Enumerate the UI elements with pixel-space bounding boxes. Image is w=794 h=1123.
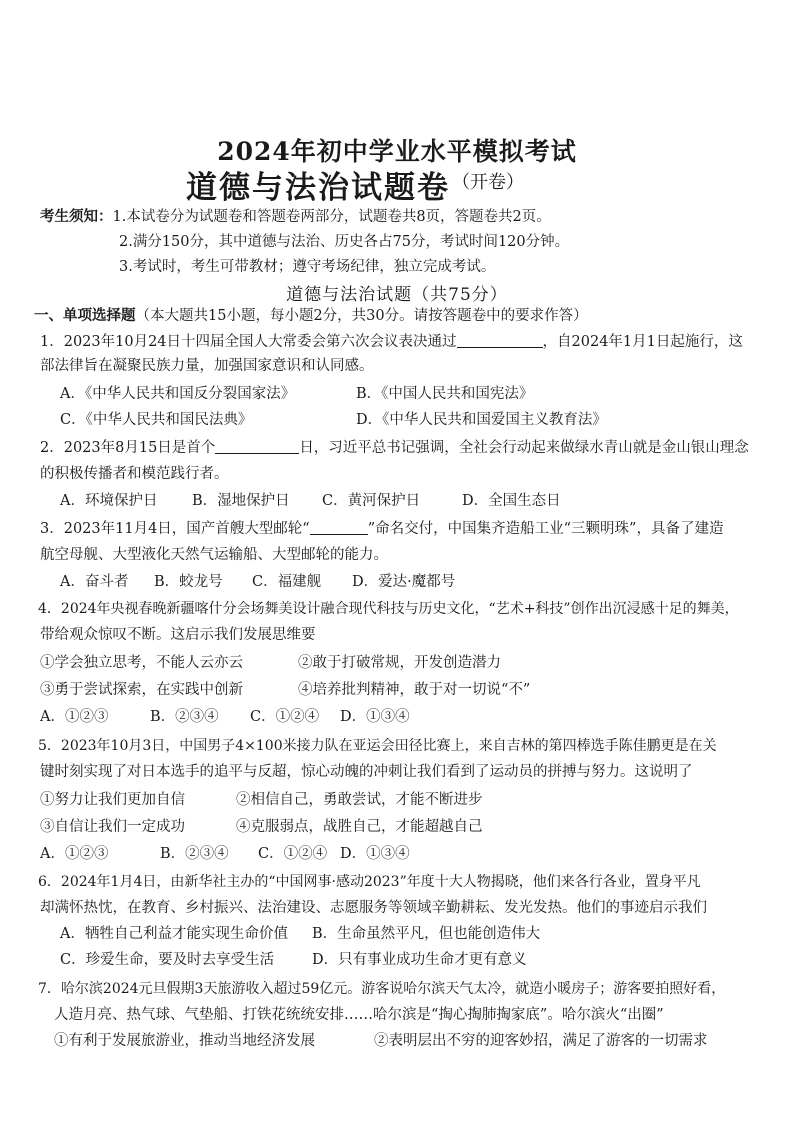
question-2-stem-cont: 的积极传播者和模范践行者。	[40, 466, 229, 482]
stem-text: 3．2023年11月4日，国产首艘大型邮轮“	[40, 521, 310, 537]
statement-item: ③勇于尝试探索，在实践中创新	[40, 682, 243, 698]
statement-item: ③自信让我们一定成功	[40, 819, 185, 835]
answer-blank	[457, 333, 543, 348]
statement-item: ①有利于发展旅游业，推动当地经济发展	[54, 1033, 315, 1049]
option-d: D．全国生态日	[462, 493, 561, 509]
statement-item: ②相信自己，勇敢尝试，才能不断进步	[236, 792, 483, 808]
stem-text: ”命名交付，中国集齐造船工业“三颗明珠”，具备了建造	[367, 521, 724, 537]
stem-text: 1．2023年10月24日十四届全国人大常委会第六次会议表决通过	[40, 334, 457, 350]
answer-blank	[310, 520, 368, 535]
question-3-stem	[40, 519, 723, 539]
notice-item: 2.满分150分，其中道德与法治、历史各占75分，考试时间120分钟。	[119, 234, 570, 250]
question-1-stem	[40, 332, 743, 352]
question-5-stem: 5．2023年10月3日，中国男子4×100米接力队在亚运会田径比赛上，来自吉林的第四棒选手陈佳鹏更是在关	[38, 738, 717, 754]
statement-item: ④克服弱点，战胜自己，才能超越自己	[236, 819, 483, 835]
question-5-stem-cont: 键时刻实现了对日本选手的追平与反超，惊心动魄的冲刺让我们看到了运动员的拼搏与努力。这说明了	[40, 764, 693, 780]
option-c: C．①②④	[250, 709, 320, 725]
question-7-stem: 7．哈尔滨2024元旦假期3天旅游收入超过59亿元。游客说哈尔滨天气太冷，就造小暖房子；游客要拍照好看，	[38, 981, 726, 997]
subject-title: 道德与法治试题卷	[186, 170, 450, 206]
option-d: D．①③④	[340, 709, 410, 725]
statement-item: ②表明层出不穷的迎客妙招，满足了游客的一切需求	[374, 1033, 708, 1049]
statement-item: ②敢于打破常规，开发创造潜力	[298, 655, 501, 671]
option-b: B．蛟龙号	[154, 574, 223, 590]
option-a: A．①②③	[40, 709, 109, 725]
option-a: A．奋斗者	[60, 574, 129, 590]
option-d: D．只有事业成功生命才更有意义	[312, 952, 527, 968]
notice-item: 3.考试时，考生可带教材；遵守考场纪律，独立完成考试。	[119, 259, 496, 275]
option-d: D．爱达·魔都号	[352, 574, 456, 590]
question-7-stem-cont: 人造月亮、热气球、气垫船、打铁花统统安排……哈尔滨是“掏心掏肺掏家底”。哈尔滨火“出圈”	[54, 1007, 664, 1023]
question-4-stem: 4．2024年央视春晚新疆喀什分会场舞美设计融合现代科技与历史文化，“艺术+科技”创作出沉浸感十足的舞美，	[38, 601, 739, 617]
question-6-stem: 6．2024年1月4日，由新华社主办的“中国网事·感动2023”年度十大人物揭晓，他们来各行各业，置身平凡	[38, 874, 701, 890]
part-title: 一、单项选择题	[34, 307, 136, 324]
notice-label: 考生须知：	[40, 208, 113, 225]
option-c: C．①②④	[258, 846, 328, 862]
statement-item: ①学会独立思考，不能人云亦云	[40, 655, 243, 671]
option-d: D．《中华人民共和国爱国主义教育法》	[356, 412, 607, 428]
option-b: B．湿地保护日	[192, 493, 290, 509]
option-c: C．黄河保护日	[322, 493, 421, 509]
exam-subtitle	[186, 162, 524, 207]
option-b: B．生命虽然平凡，但也能创造伟大	[312, 926, 541, 942]
section-title: 道德与法治试题（共75分）	[286, 285, 508, 305]
statement-item: ④培养批判精神，敢于对一切说“不”	[298, 682, 531, 698]
question-3-stem-cont: 航空母舰、大型液化天然气运输船、大型邮轮的能力。	[40, 547, 388, 563]
question-2-stem	[40, 438, 749, 458]
question-6-stem-cont: 却满怀热忱，在教育、乡村振兴、法治建设、志愿服务等领域辛勤耕耘、发光发热。他们的事迹启示我们	[40, 900, 707, 916]
exam-title: 2024年初中学业水平模拟考试	[217, 137, 577, 166]
option-b: B．②③④	[160, 846, 229, 862]
question-4-stem-cont: 带给观众惊叹不断。这启示我们发展思维要	[40, 627, 316, 643]
option-c: C．珍爱生命，要及时去享受生活	[60, 952, 275, 968]
stem-text: ，自2024年1月1日起施行，这	[542, 334, 743, 350]
part-desc: （本大题共15小题，每小题2分，共30分。请按答题卷中的要求作答）	[135, 308, 588, 324]
option-d: D．①③④	[340, 846, 410, 862]
part-heading	[34, 306, 588, 326]
option-b: B．②③④	[150, 709, 219, 725]
option-a: A．环境保护日	[60, 493, 158, 509]
statement-item: ①努力让我们更加自信	[40, 792, 185, 808]
answer-blank	[215, 439, 299, 454]
option-a: A．《中华人民共和国反分裂国家法》	[60, 386, 296, 402]
option-c: C．《中华人民共和国民法典》	[60, 412, 253, 428]
option-a: A．①②③	[40, 846, 109, 862]
open-book-note: （开卷）	[452, 172, 524, 193]
option-a: A．牺牲自己利益才能实现生命价值	[60, 926, 288, 942]
option-b: B．《中国人民共和国宪法》	[356, 386, 534, 402]
option-c: C．福建舰	[252, 574, 322, 590]
stem-text: 日，习近平总书记强调，全社会行动起来做绿水青山就是金山银山理念	[299, 440, 749, 456]
notice-line-1	[40, 207, 551, 227]
question-1-stem-cont: 部法律旨在凝聚民族力量，加强国家意识和认同感。	[40, 358, 374, 374]
stem-text: 2．2023年8月15日是首个	[40, 440, 216, 456]
notice-item: 1.本试卷分为试题卷和答题卷两部分，试题卷共8页，答题卷共2页。	[112, 209, 551, 225]
